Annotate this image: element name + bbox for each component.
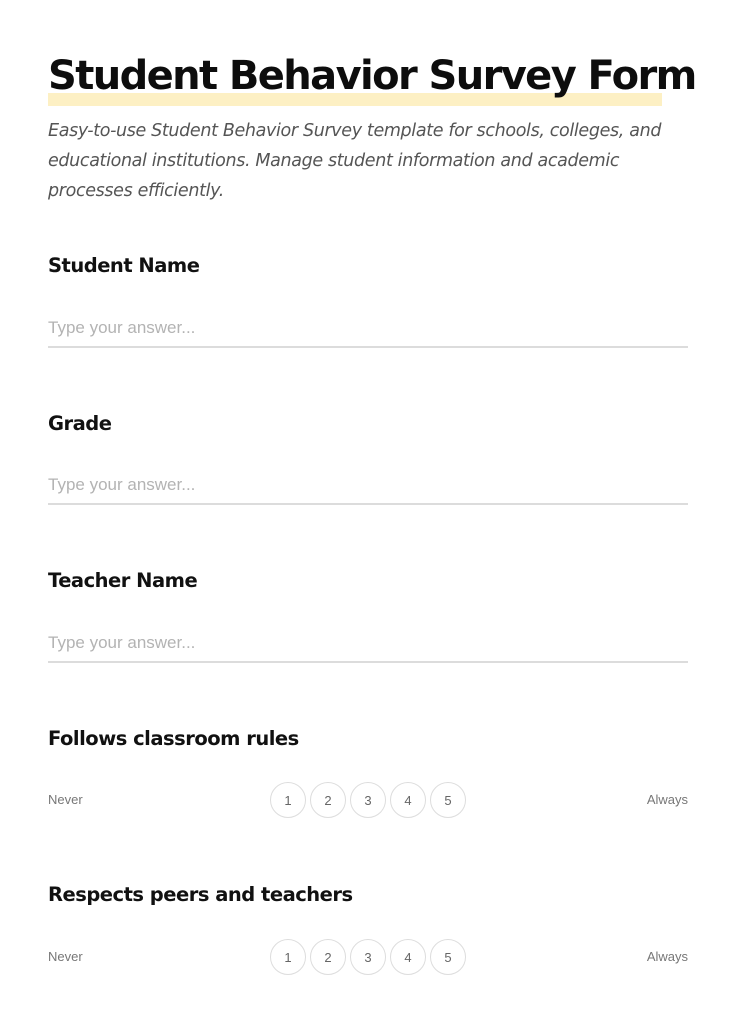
rating-option-1[interactable]: 1 (270, 939, 306, 975)
question-label: Follows classroom rules (48, 727, 299, 750)
scale-max-label: Always (646, 949, 688, 964)
scale-options (270, 782, 466, 818)
grade-input[interactable] (48, 467, 688, 505)
question-respects-peers (48, 881, 688, 965)
rating-option-2[interactable]: 2 (310, 939, 346, 975)
question-teacher-name (48, 567, 688, 595)
title-block (48, 50, 696, 106)
rating-scale (48, 782, 688, 818)
rating-option-2[interactable]: 2 (310, 782, 346, 818)
rating-option-4[interactable]: 4 (390, 782, 426, 818)
scale-options (270, 939, 466, 975)
question-label: Teacher Name (48, 569, 198, 592)
question-grade (48, 410, 688, 438)
rating-option-5[interactable]: 5 (430, 939, 466, 975)
rating-option-1[interactable]: 1 (270, 782, 306, 818)
form-description: Easy-to-use Student Behavior Survey template for schools, colleges, and educational institutions. Manage student information and academic processes efficiently. (48, 121, 662, 201)
student-name-input[interactable] (48, 310, 688, 348)
question-label: Respects peers and teachers (48, 883, 353, 906)
rating-option-5[interactable]: 5 (430, 782, 466, 818)
rating-option-4[interactable]: 4 (390, 939, 426, 975)
question-label: Student Name (48, 254, 200, 277)
scale-min-label: Never (48, 949, 83, 964)
scale-min-label: Never (48, 792, 83, 807)
question-student-name (48, 252, 688, 280)
page-title: Student Behavior Survey Form (48, 53, 696, 99)
rating-scale (48, 939, 688, 975)
scale-max-label: Always (646, 792, 688, 807)
teacher-name-input[interactable] (48, 625, 688, 663)
rating-option-3[interactable]: 3 (350, 939, 386, 975)
question-follows-rules (48, 725, 688, 808)
question-label: Grade (48, 412, 112, 435)
rating-option-3[interactable]: 3 (350, 782, 386, 818)
